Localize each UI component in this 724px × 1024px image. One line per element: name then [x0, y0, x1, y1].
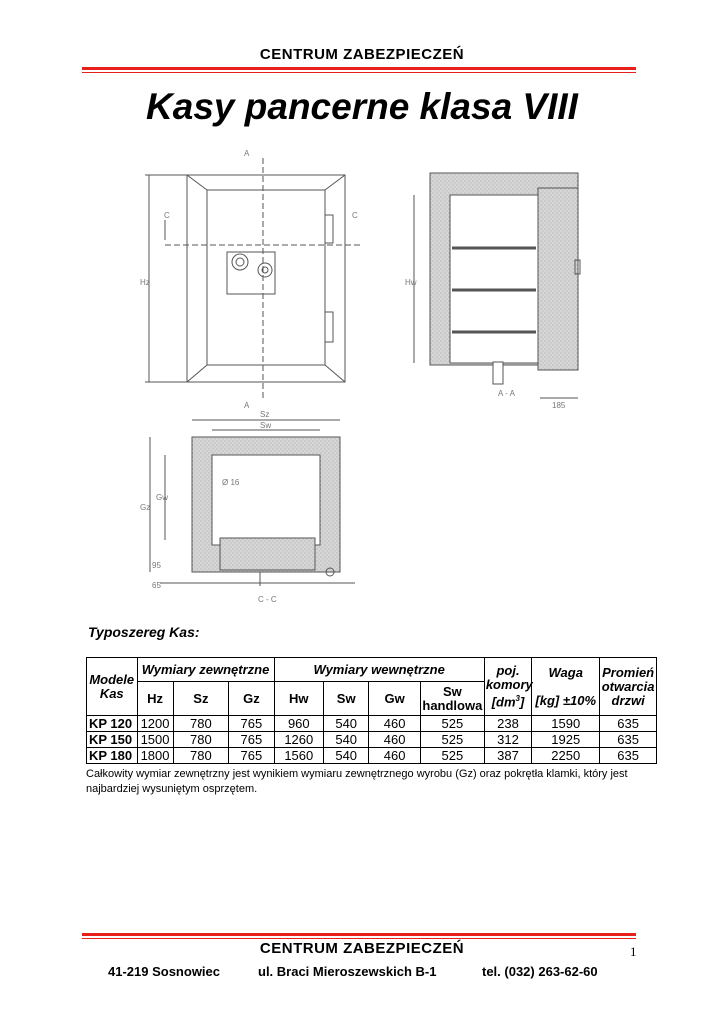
label-cc: C - C — [258, 595, 277, 604]
table-row: KP 150 1500 780 765 1260 540 460 525 312 1925 635 — [87, 732, 657, 748]
header-capacity: poj. komory $[dm^3]$ — [484, 658, 531, 716]
section-aa — [414, 173, 580, 398]
front-view — [145, 158, 360, 400]
footer-company: CENTRUM ZABEZPIECZEŃ — [259, 940, 465, 957]
header-sw: Sw — [324, 682, 369, 716]
footer-rule-thin — [82, 938, 636, 939]
label-65: 65 — [152, 581, 161, 590]
header-rule — [82, 67, 636, 70]
table-row: KP 180 1800 780 765 1560 540 460 525 387 2250 635 — [87, 748, 657, 764]
spec-table — [86, 657, 657, 764]
footnote: Całkowity wymiar zewnętrzny jest wynikiem wymiaru zewnętrznego wyrobu (Gz) oraz pokrętła klamki, który jest najbardziej wysuniętym osprzętem. — [86, 768, 628, 795]
header-company: CENTRUM ZABEZPIECZEŃ — [259, 46, 465, 63]
technical-drawing — [120, 140, 590, 610]
header-internal: Wymiary wewnętrzne — [274, 658, 484, 682]
label-gw: Gw — [156, 493, 168, 502]
label-aa: A - A — [498, 389, 515, 398]
page-number: 1 — [630, 944, 637, 959]
header-gw: Gw — [369, 682, 421, 716]
page-title: Kasy pancerne klasa VIII — [146, 86, 578, 127]
footer-rule — [82, 933, 636, 936]
label-185: 185 — [552, 401, 566, 410]
header-gz: Gz — [229, 682, 274, 716]
section-cc — [150, 420, 355, 586]
label-gz: Gz — [140, 503, 151, 512]
footer-phone: tel. (032) 263-62-60 — [482, 964, 598, 979]
label-hw: Hw — [405, 278, 417, 287]
header-sz: Sz — [173, 682, 229, 716]
header-hz: Hz — [137, 682, 173, 716]
header-rule-thin — [82, 72, 636, 73]
table-row: KP 120 1200 780 765 960 540 460 525 238 1590 635 — [87, 716, 657, 732]
label-a-top: A — [244, 149, 250, 158]
label-hz: Hz — [140, 278, 150, 287]
footer-street: ul. Braci Mieroszewskich B-1 — [258, 964, 437, 979]
header-hw: Hw — [274, 682, 323, 716]
table-title: Typoszereg Kas: — [88, 624, 200, 640]
label-95: 95 — [152, 561, 161, 570]
label-c-right: C — [352, 211, 358, 220]
header-weight: Waga [kg] ±10% — [532, 658, 600, 716]
header-model: Modele Kas — [87, 658, 138, 716]
label-sw: Sw — [260, 421, 272, 430]
label-dia16: Ø 16 — [222, 478, 240, 487]
header-external: Wymiary zewnętrzne — [137, 658, 274, 682]
label-c-left: C — [164, 211, 170, 220]
footer-city: 41-219 Sosnowiec — [108, 964, 220, 979]
header-radius: Promień otwarcia drzwi — [600, 658, 657, 716]
header-sw-handlowa: Sw handlowa — [420, 682, 484, 716]
label-a-bottom: A — [244, 401, 250, 410]
label-sz: Sz — [260, 410, 270, 419]
